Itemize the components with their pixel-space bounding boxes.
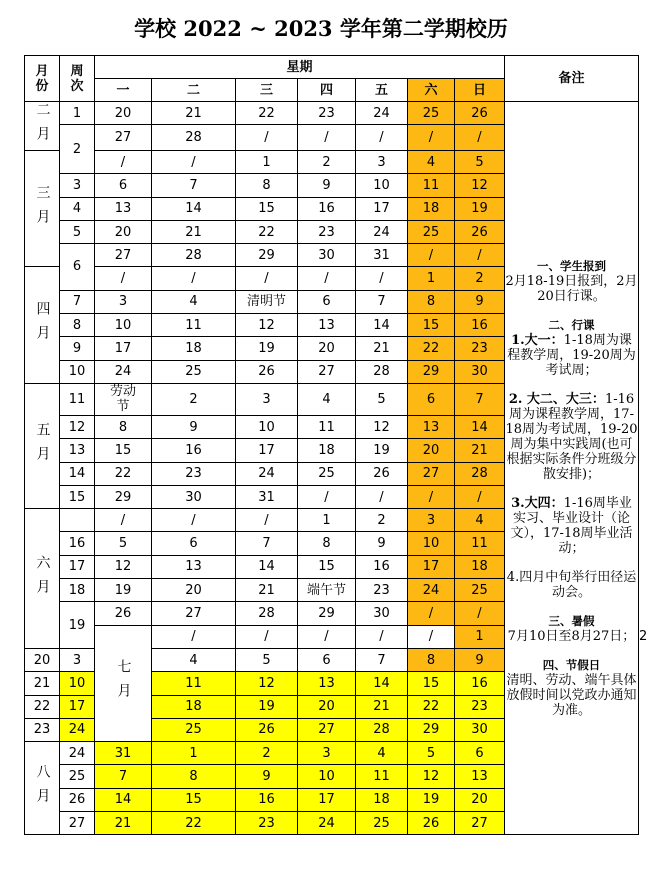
day-cell: 19 bbox=[95, 579, 152, 602]
notes-section-summer: 三、暑假 bbox=[548, 613, 595, 628]
day-cell: 21 bbox=[455, 439, 505, 462]
day-cell: 25 bbox=[298, 462, 356, 485]
week-number-cell: 3 bbox=[60, 174, 95, 197]
weekday-header: 日 bbox=[455, 79, 505, 102]
day-cell: 14 bbox=[152, 197, 236, 220]
day-cell: 11 bbox=[356, 765, 408, 788]
day-cell: 2 bbox=[236, 742, 298, 765]
day-cell: 17 bbox=[298, 788, 356, 811]
day-cell: 17 bbox=[236, 439, 298, 462]
day-cell: 12 bbox=[408, 765, 455, 788]
day-cell: 26 bbox=[408, 812, 455, 835]
day-cell: / bbox=[152, 267, 236, 290]
day-cell: 27 bbox=[298, 360, 356, 383]
day-cell: 劳动节 bbox=[95, 383, 152, 415]
week-number-cell: 27 bbox=[60, 812, 95, 835]
day-cell: 3 bbox=[408, 509, 455, 532]
day-cell: 29 bbox=[95, 485, 152, 508]
day-cell: 4 bbox=[356, 742, 408, 765]
day-cell: 10 bbox=[236, 415, 298, 438]
day-cell: 19 bbox=[356, 439, 408, 462]
month-header: 月份 bbox=[25, 56, 60, 102]
day-cell: / bbox=[455, 125, 505, 151]
day-cell: 5 bbox=[455, 151, 505, 174]
day-cell: / bbox=[298, 267, 356, 290]
day-cell: 15 bbox=[408, 314, 455, 337]
day-cell: 12 bbox=[236, 672, 298, 695]
day-cell: 17 bbox=[408, 555, 455, 578]
week-number-cell: 18 bbox=[60, 579, 95, 602]
day-cell: 1 bbox=[236, 151, 298, 174]
day-cell: / bbox=[298, 625, 356, 648]
day-cell: 22 bbox=[152, 812, 236, 835]
notes-registration-text: 2月18-19日报到，2月20日行课。 bbox=[505, 273, 638, 304]
weekday-header: 三 bbox=[236, 79, 298, 102]
day-cell: 21 bbox=[356, 695, 408, 718]
day-cell: 16 bbox=[152, 439, 236, 462]
day-cell: 23 bbox=[455, 337, 505, 360]
week-number-cell: 15 bbox=[60, 485, 95, 508]
day-cell: 18 bbox=[152, 337, 236, 360]
day-cell: 24 bbox=[60, 718, 95, 741]
day-cell: 20 bbox=[298, 695, 356, 718]
week-number-cell bbox=[60, 509, 95, 532]
day-cell: 2 bbox=[356, 509, 408, 532]
day-cell: 15 bbox=[236, 197, 298, 220]
day-cell: 28 bbox=[356, 718, 408, 741]
week-number-cell: 13 bbox=[60, 439, 95, 462]
day-cell: 22 bbox=[236, 102, 298, 125]
day-cell: / bbox=[408, 625, 455, 648]
day-cell: 2 bbox=[152, 383, 236, 415]
week-number-cell: 1 bbox=[60, 102, 95, 125]
day-cell: / bbox=[455, 485, 505, 508]
day-cell: 21 bbox=[152, 220, 236, 243]
day-cell: 22 bbox=[408, 695, 455, 718]
day-cell: 4 bbox=[455, 509, 505, 532]
day-cell: 6 bbox=[152, 532, 236, 555]
week-number-cell: 22 bbox=[25, 695, 60, 718]
day-cell: 31 bbox=[236, 485, 298, 508]
day-cell: 22 bbox=[95, 462, 152, 485]
day-cell: 5 bbox=[236, 648, 298, 671]
day-cell: 25 bbox=[152, 718, 236, 741]
day-cell: 26 bbox=[356, 462, 408, 485]
day-cell: 24 bbox=[236, 462, 298, 485]
day-cell: 11 bbox=[152, 314, 236, 337]
day-cell: / bbox=[408, 125, 455, 151]
month-cell: 四月 bbox=[25, 267, 60, 383]
day-cell: 15 bbox=[298, 555, 356, 578]
day-cell: 27 bbox=[152, 602, 236, 625]
day-cell: 17 bbox=[60, 695, 95, 718]
notes-sophomore-label: 2. 大二、大三： bbox=[508, 391, 605, 407]
day-cell: 5 bbox=[408, 742, 455, 765]
week-number-cell: 20 bbox=[25, 648, 60, 671]
day-cell: 23 bbox=[455, 695, 505, 718]
day-cell: / bbox=[455, 602, 505, 625]
day-cell: 23 bbox=[298, 220, 356, 243]
day-cell: 28 bbox=[152, 244, 236, 267]
day-cell: 23 bbox=[152, 462, 236, 485]
day-cell: 15 bbox=[408, 672, 455, 695]
day-cell: 19 bbox=[455, 197, 505, 220]
day-cell: 3 bbox=[298, 742, 356, 765]
day-cell: 13 bbox=[298, 314, 356, 337]
day-cell: 13 bbox=[408, 415, 455, 438]
day-cell: 7 bbox=[95, 765, 152, 788]
day-cell: 3 bbox=[356, 151, 408, 174]
day-cell: 9 bbox=[455, 290, 505, 313]
day-cell: 21 bbox=[356, 337, 408, 360]
day-cell: 14 bbox=[95, 788, 152, 811]
day-cell: / bbox=[236, 509, 298, 532]
day-cell: 14 bbox=[455, 415, 505, 438]
day-cell: 10 bbox=[60, 672, 95, 695]
day-cell: / bbox=[152, 509, 236, 532]
day-cell: 28 bbox=[236, 602, 298, 625]
day-cell: 9 bbox=[298, 174, 356, 197]
day-cell: 26 bbox=[236, 718, 298, 741]
week-header: 周次 bbox=[60, 56, 95, 102]
notes-freshman-text: 1-18周为课程教学周，19-20周为考试周； bbox=[507, 332, 636, 378]
day-cell: 21 bbox=[95, 812, 152, 835]
page-title: 学校 2022 ~ 2023 学年第二学期校历 bbox=[134, 16, 508, 41]
day-cell: 14 bbox=[236, 555, 298, 578]
day-cell: 20 bbox=[152, 579, 236, 602]
week-number-cell: 6 bbox=[60, 244, 95, 291]
week-number-cell: 21 bbox=[25, 672, 60, 695]
day-cell: 17 bbox=[356, 197, 408, 220]
month-cell: 三月 bbox=[25, 151, 60, 267]
day-cell: 6 bbox=[298, 648, 356, 671]
day-cell: 20 bbox=[95, 220, 152, 243]
day-cell: / bbox=[356, 267, 408, 290]
day-cell: 18 bbox=[298, 439, 356, 462]
week-number-cell: 23 bbox=[25, 718, 60, 741]
day-cell: / bbox=[95, 509, 152, 532]
month-cell: 八月 bbox=[25, 742, 60, 835]
week-number-cell: 24 bbox=[60, 742, 95, 765]
weekday-header: 六 bbox=[408, 79, 455, 102]
day-cell: 10 bbox=[298, 765, 356, 788]
day-cell: 8 bbox=[408, 648, 455, 671]
day-cell: 29 bbox=[408, 360, 455, 383]
day-cell: 13 bbox=[298, 672, 356, 695]
day-cell: 9 bbox=[152, 415, 236, 438]
weekday-header: 二 bbox=[152, 79, 236, 102]
day-cell: 9 bbox=[455, 648, 505, 671]
day-cell: 1 bbox=[455, 625, 505, 648]
day-cell: 25 bbox=[152, 360, 236, 383]
table-row: 七月 / / / / / 1 2 bbox=[25, 625, 639, 648]
day-cell: / bbox=[356, 125, 408, 151]
day-cell: 19 bbox=[408, 788, 455, 811]
day-cell: 24 bbox=[298, 812, 356, 835]
day-cell: 11 bbox=[298, 415, 356, 438]
day-cell: 13 bbox=[152, 555, 236, 578]
notes-header: 备注 bbox=[505, 56, 639, 102]
day-cell: 31 bbox=[95, 742, 152, 765]
day-cell: / bbox=[95, 267, 152, 290]
day-cell: 29 bbox=[298, 602, 356, 625]
day-cell: / bbox=[152, 151, 236, 174]
day-cell: 14 bbox=[356, 314, 408, 337]
day-cell: / bbox=[408, 244, 455, 267]
day-cell: 1 bbox=[408, 267, 455, 290]
day-cell: 30 bbox=[152, 485, 236, 508]
day-cell: 24 bbox=[408, 579, 455, 602]
day-cell: 8 bbox=[95, 415, 152, 438]
notes-senior-label: 3.大四： bbox=[511, 495, 564, 511]
day-cell: 4 bbox=[152, 290, 236, 313]
day-cell: 30 bbox=[298, 244, 356, 267]
day-cell: 22 bbox=[236, 220, 298, 243]
day-cell: 4 bbox=[408, 151, 455, 174]
day-cell: 29 bbox=[236, 244, 298, 267]
day-cell: 20 bbox=[298, 337, 356, 360]
notes-sophomore-text: 1-16周为课程教学周，17-18周为考试周，19-20周为集中实践周(也可根据实际条件分班级分散安排)； bbox=[505, 391, 638, 482]
day-cell: 12 bbox=[356, 415, 408, 438]
weekday-header: 四 bbox=[298, 79, 356, 102]
day-cell: 18 bbox=[356, 788, 408, 811]
day-cell: 26 bbox=[455, 220, 505, 243]
week-number-cell: 5 bbox=[60, 220, 95, 243]
day-cell: 27 bbox=[408, 462, 455, 485]
day-cell: / bbox=[408, 485, 455, 508]
day-cell: 13 bbox=[455, 765, 505, 788]
day-cell: 7 bbox=[356, 290, 408, 313]
day-cell: / bbox=[298, 125, 356, 151]
calendar-table bbox=[24, 55, 647, 835]
week-number-cell: 11 bbox=[60, 383, 95, 415]
day-cell: 3 bbox=[95, 290, 152, 313]
notes-freshman-label: 1.大一： bbox=[511, 332, 564, 348]
day-cell: 18 bbox=[152, 695, 236, 718]
day-cell: 24 bbox=[356, 220, 408, 243]
day-cell: 端午节 bbox=[298, 579, 356, 602]
day-cell: 10 bbox=[356, 174, 408, 197]
day-cell: 18 bbox=[408, 197, 455, 220]
day-cell: 4 bbox=[152, 648, 236, 671]
week-number-cell: 4 bbox=[60, 197, 95, 220]
month-cell: 六月 bbox=[25, 509, 60, 649]
day-cell: 29 bbox=[408, 718, 455, 741]
day-cell: 12 bbox=[236, 314, 298, 337]
day-cell: 25 bbox=[356, 812, 408, 835]
day-cell: 7 bbox=[455, 383, 505, 415]
day-cell: 26 bbox=[95, 602, 152, 625]
day-cell: 16 bbox=[356, 555, 408, 578]
month-cell: 七月 bbox=[95, 625, 152, 741]
day-cell: 7 bbox=[356, 648, 408, 671]
day-cell: 6 bbox=[95, 174, 152, 197]
day-cell: 20 bbox=[408, 439, 455, 462]
day-cell: 5 bbox=[356, 383, 408, 415]
day-cell: / bbox=[95, 151, 152, 174]
day-cell: 11 bbox=[455, 532, 505, 555]
day-cell: 14 bbox=[356, 672, 408, 695]
day-cell: / bbox=[152, 625, 236, 648]
day-cell: 27 bbox=[95, 244, 152, 267]
notes-section-holidays: 四、节假日 bbox=[542, 657, 601, 672]
week-number-cell: 26 bbox=[60, 788, 95, 811]
day-cell: 21 bbox=[152, 102, 236, 125]
day-cell: 28 bbox=[356, 360, 408, 383]
day-cell: 20 bbox=[95, 102, 152, 125]
notes-senior-text: 1-16周毕业实习、毕业设计（论文），17-18周毕业活动； bbox=[510, 495, 633, 556]
day-cell: 10 bbox=[95, 314, 152, 337]
day-cell: 23 bbox=[236, 812, 298, 835]
day-cell: 23 bbox=[356, 579, 408, 602]
day-cell: 4 bbox=[298, 383, 356, 415]
weekday-group-header: 星期 bbox=[95, 56, 505, 79]
day-cell: / bbox=[298, 485, 356, 508]
day-cell: 28 bbox=[152, 125, 236, 151]
day-cell: 12 bbox=[95, 555, 152, 578]
day-cell: / bbox=[356, 485, 408, 508]
weekday-header: 一 bbox=[95, 79, 152, 102]
notes-section-classes: 二、行课 bbox=[548, 317, 595, 332]
day-cell: 26 bbox=[455, 102, 505, 125]
day-cell: 31 bbox=[356, 244, 408, 267]
day-cell: 30 bbox=[455, 360, 505, 383]
day-cell: 清明节 bbox=[236, 290, 298, 313]
day-cell: 19 bbox=[236, 337, 298, 360]
day-cell: 8 bbox=[236, 174, 298, 197]
week-number-cell: 16 bbox=[60, 532, 95, 555]
notes-holidays-text: 清明、劳动、端午具体放假时间以党政办通知为准。 bbox=[506, 672, 637, 718]
month-cell: 二月 bbox=[25, 102, 60, 151]
day-cell: 30 bbox=[356, 602, 408, 625]
notes-summer-text: 7月10日至8月27日； bbox=[507, 628, 636, 644]
day-cell: 16 bbox=[236, 788, 298, 811]
day-cell: 11 bbox=[152, 672, 236, 695]
day-cell: 9 bbox=[356, 532, 408, 555]
day-cell: 20 bbox=[455, 788, 505, 811]
week-number-cell: 25 bbox=[60, 765, 95, 788]
day-cell: / bbox=[236, 625, 298, 648]
day-cell: / bbox=[236, 267, 298, 290]
week-number-cell: 12 bbox=[60, 415, 95, 438]
day-cell: 9 bbox=[236, 765, 298, 788]
day-cell: 15 bbox=[95, 439, 152, 462]
day-cell: 1 bbox=[298, 509, 356, 532]
day-cell: 5 bbox=[95, 532, 152, 555]
day-cell: 15 bbox=[152, 788, 236, 811]
week-number-cell: 17 bbox=[60, 555, 95, 578]
weekday-header: 五 bbox=[356, 79, 408, 102]
day-cell: 6 bbox=[298, 290, 356, 313]
day-cell: 21 bbox=[236, 579, 298, 602]
week-number-cell: 2 bbox=[60, 125, 95, 174]
day-cell: 3 bbox=[236, 383, 298, 415]
day-cell: 1 bbox=[152, 742, 236, 765]
day-cell: 2 bbox=[298, 151, 356, 174]
day-cell: 8 bbox=[152, 765, 236, 788]
day-cell: 23 bbox=[298, 102, 356, 125]
day-cell: 16 bbox=[455, 672, 505, 695]
notes-sports-text: 4.四月中旬举行田径运动会。 bbox=[506, 569, 637, 600]
day-cell: 26 bbox=[236, 360, 298, 383]
notes-cell bbox=[505, 102, 639, 835]
day-cell: 27 bbox=[95, 125, 152, 151]
day-cell: 16 bbox=[455, 314, 505, 337]
day-cell: / bbox=[236, 125, 298, 151]
day-cell: 30 bbox=[455, 718, 505, 741]
day-cell: 22 bbox=[408, 337, 455, 360]
day-cell: 7 bbox=[152, 174, 236, 197]
day-cell: 8 bbox=[298, 532, 356, 555]
day-cell: 19 bbox=[236, 695, 298, 718]
day-cell: 7 bbox=[236, 532, 298, 555]
month-cell: 五月 bbox=[25, 383, 60, 508]
week-number-cell: 19 bbox=[60, 602, 95, 649]
week-number-cell: 9 bbox=[60, 337, 95, 360]
day-cell: 10 bbox=[408, 532, 455, 555]
week-number-cell: 8 bbox=[60, 314, 95, 337]
day-cell: 11 bbox=[408, 174, 455, 197]
day-cell: / bbox=[356, 625, 408, 648]
day-cell: 24 bbox=[95, 360, 152, 383]
day-cell: 27 bbox=[455, 812, 505, 835]
day-cell: 6 bbox=[455, 742, 505, 765]
week-number-cell: 14 bbox=[60, 462, 95, 485]
day-cell: 25 bbox=[408, 102, 455, 125]
day-cell: 17 bbox=[95, 337, 152, 360]
day-cell: 12 bbox=[455, 174, 505, 197]
week-number-cell: 10 bbox=[60, 360, 95, 383]
day-cell: / bbox=[408, 602, 455, 625]
week-number-cell: 7 bbox=[60, 290, 95, 313]
table-row bbox=[25, 102, 639, 125]
day-cell: / bbox=[455, 244, 505, 267]
day-cell: 3 bbox=[60, 648, 95, 671]
day-cell: 28 bbox=[455, 462, 505, 485]
day-cell: 25 bbox=[408, 220, 455, 243]
day-cell: 18 bbox=[455, 555, 505, 578]
day-cell: 6 bbox=[408, 383, 455, 415]
day-cell: 8 bbox=[408, 290, 455, 313]
day-cell: 16 bbox=[298, 197, 356, 220]
day-cell: 25 bbox=[455, 579, 505, 602]
notes-section-registration: 一、学生报到 bbox=[537, 258, 606, 273]
day-cell: 24 bbox=[356, 102, 408, 125]
day-cell: 13 bbox=[95, 197, 152, 220]
day-cell: 27 bbox=[298, 718, 356, 741]
day-cell: 2 bbox=[455, 267, 505, 290]
